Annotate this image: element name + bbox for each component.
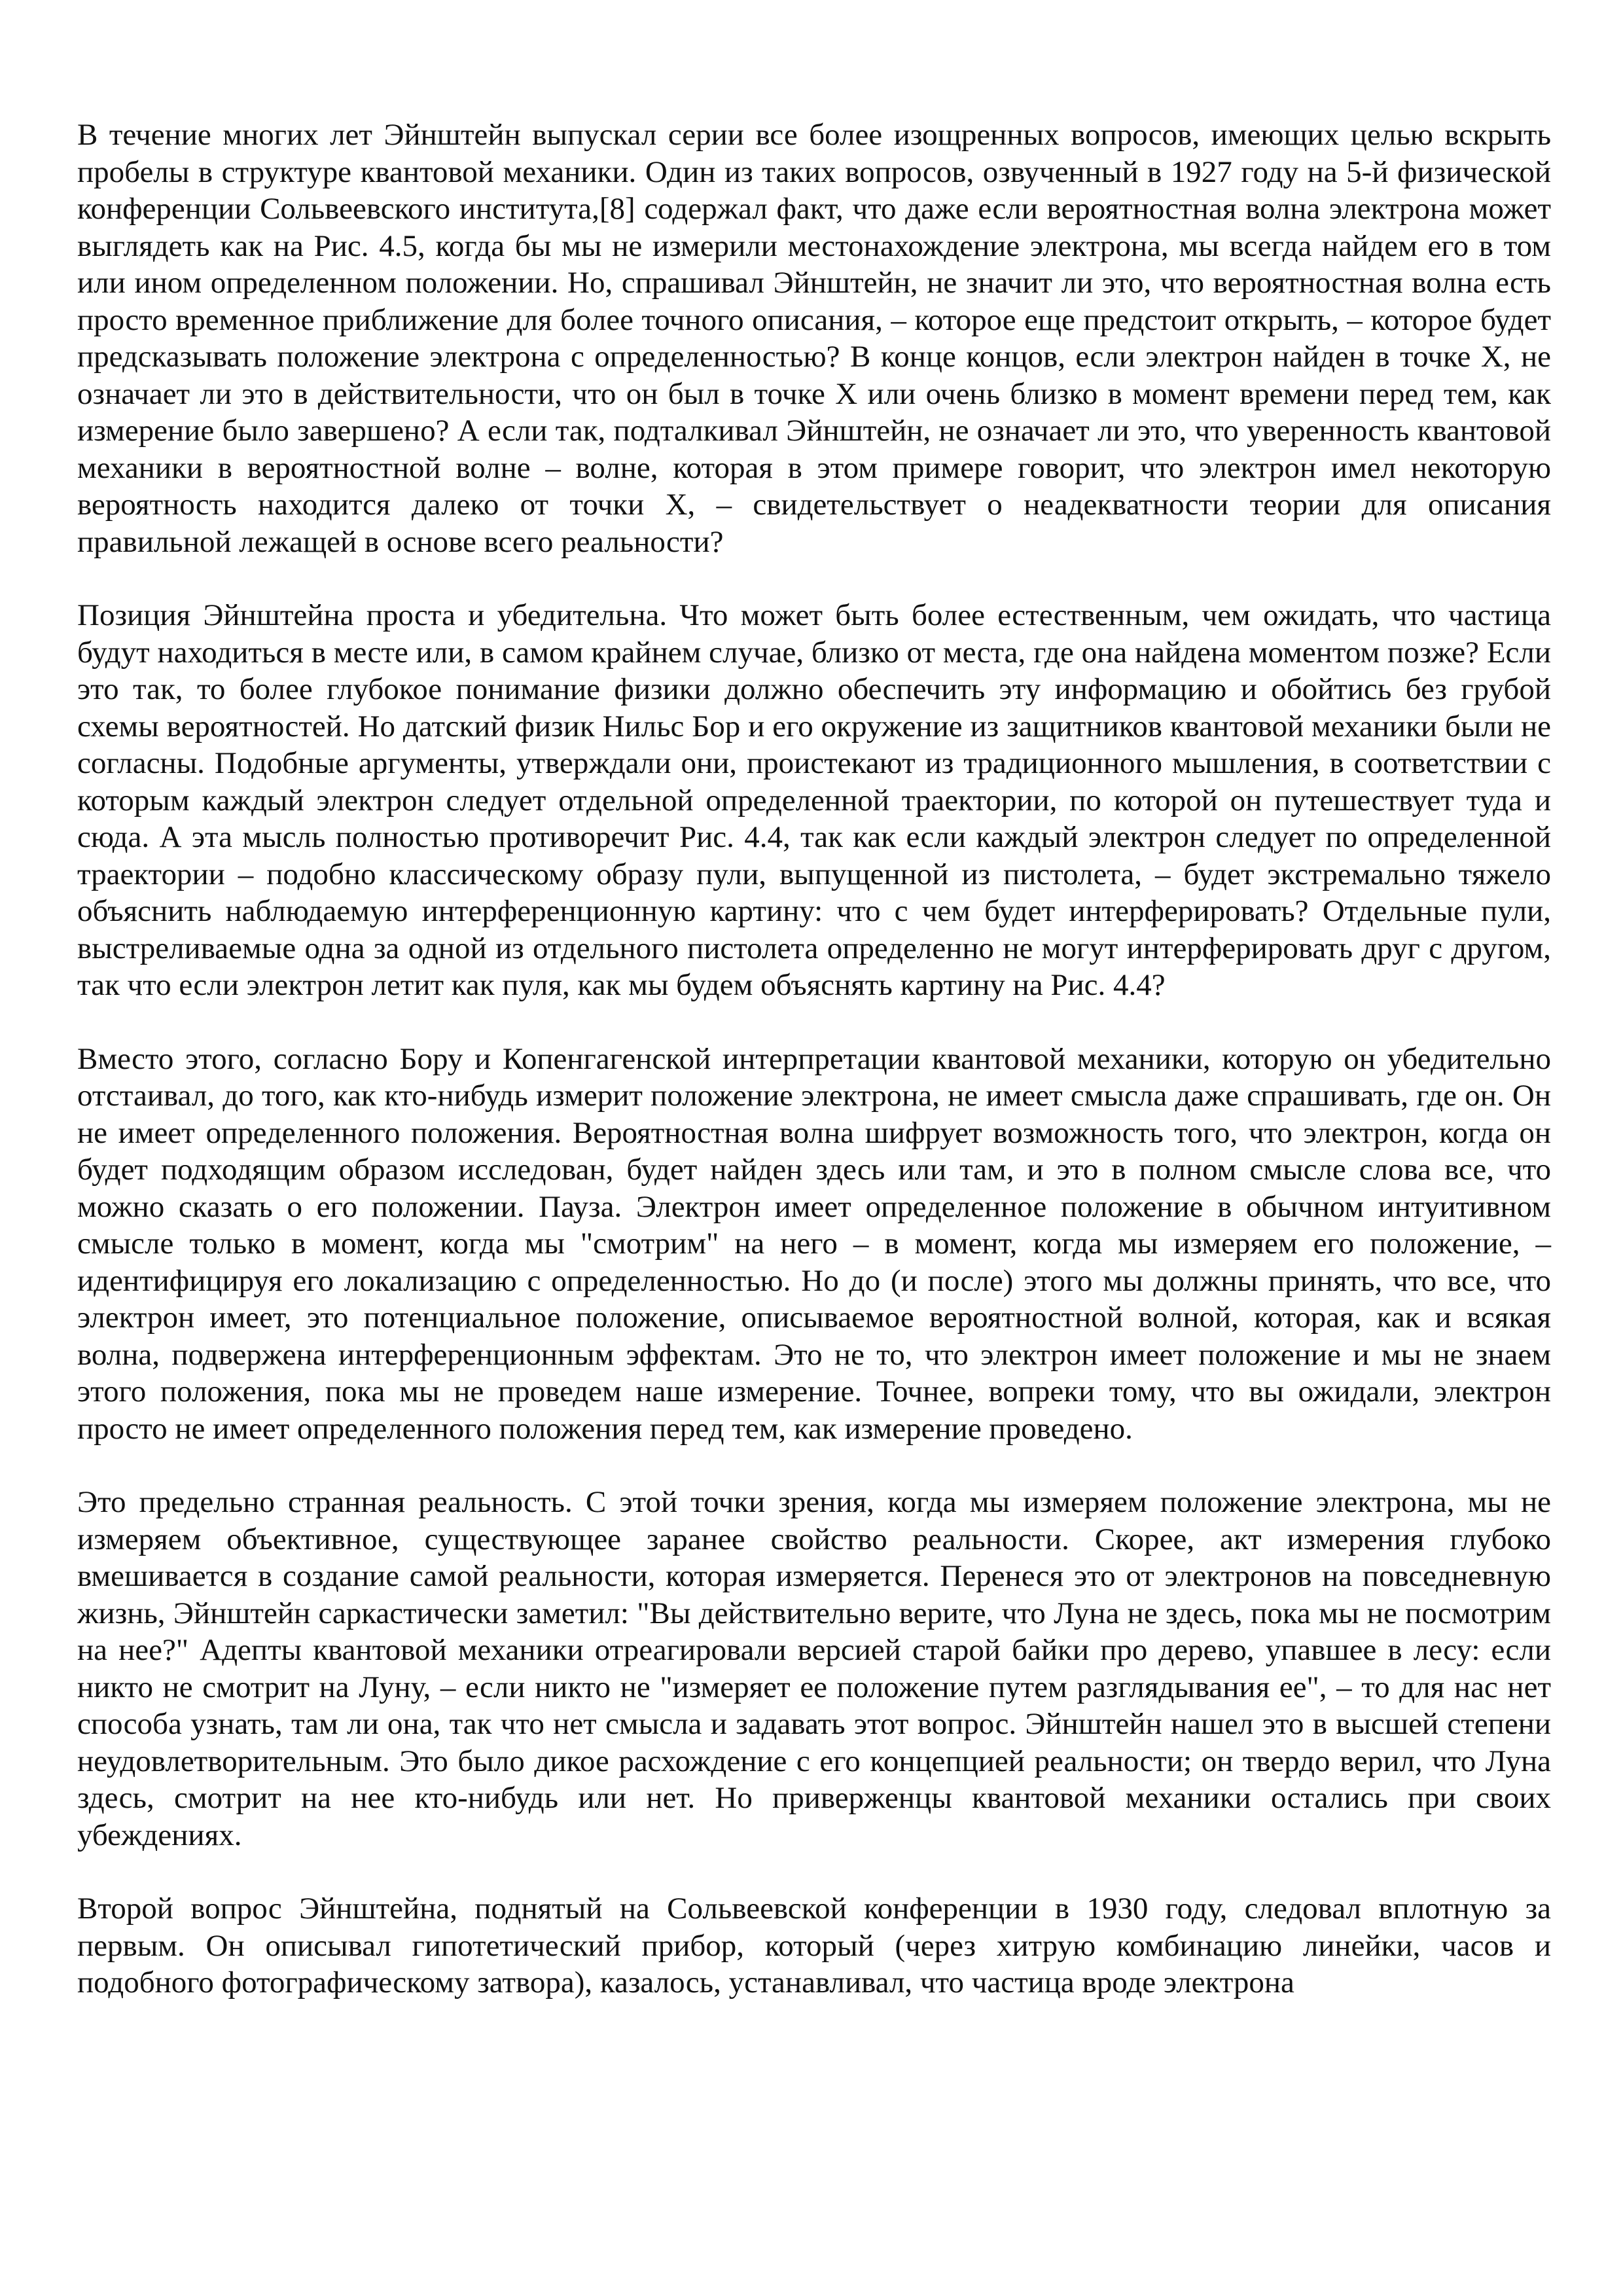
document-page (77, 117, 1551, 2001)
paragraph-strange-reality: Это предельно странная реальность. С этой точки зрения, когда мы измеряем положение электрона, мы не измеряем объективное, существующее заранее свойство реальности. Скорее, акт измерения глубоко вмешивается в создание самой реальности, которая измеряется. Перенеся это от электронов на повседневную жизнь, Эйнштейн саркастически заметил: "Вы действительно верите, что Луна не здесь, пока мы не посмотрим на нее?" Адепты квантовой механики отреагировали версией старой байки про дерево, упавшее в лесу: если никто не смотрит на Луну, – если никто не "измеряет ее положение путем разглядывания ее", – то для нас нет способа узнать, там ли она, так что нет смысла и задавать этот вопрос. Эйнштейн нашел это в высшей степени неудовлетворительным. Это было дикое расхождение с его концепцией реальности; он твердо верил, что Луна здесь, смотрит на нее кто-нибудь или нет. Но приверженцы квантовой механики остались при своих убеждениях. (77, 1485, 1551, 1852)
paragraph-einstein-questions: В течение многих лет Эйнштейн выпускал серии все более изощренных вопросов, имеющих целью вскрыть пробелы в структуре квантовой механики. Один из таких вопросов, озвученный в 1927 году на 5-й физической конференции Сольвеевского института,[8] содержал факт, что даже если вероятностная волна электрона может выглядеть как на Рис. 4.5, когда бы мы не измерили местонахождение электрона, мы всегда найдем его в том или ином определенном положении. Но, спрашивал Эйнштейн, не значит ли это, что вероятностная волна есть просто временное приближение для более точного описания, – которое еще предстоит открыть, – которое будет предсказывать положение электрона с определенностью? В конце концов, если электрон найден в точке X, не означает ли это в действительности, что он был в точке X или очень близко в момент времени перед тем, как измерение было завершено? А если так, подталкивал Эйнштейн, не означает ли это, что уверенность квантовой механики в вероятностной волне – волне, которая в этом примере говорит, что электрон имел некоторую вероятность находится далеко от точки X, – свидетельствует о неадекватности теории для описания правильной лежащей в основе всего реальности? (77, 118, 1551, 559)
paragraph-einstein-position: Позиция Эйнштейна проста и убедительна. Что может быть более естественным, чем ожидать, что частица будут находиться в месте или, в самом крайнем случае, близко от места, где она найдена моментом позже? Если это так, то более глубокое понимание физики должно обеспечить эту информацию и обойтись без грубой схемы вероятностей. Но датский физик Нильс Бор и его окружение из защитников квантовой механики были не согласны. Подобные аргументы, утверждали они, проистекают из традиционного мышления, в соответствии с которым каждый электрон следует отдельной определенной траектории, по которой он путешествует туда и сюда. А эта мысль полностью противоречит Рис. 4.4, так как если каждый электрон следует по определенной траектории – подобно классическому образу пули, выпущенной из пистолета, – будет экстремально тяжело объяснить наблюдаемую интерференционную картину: что с чем будет интерферировать? Отдельные пули, выстреливаемые одна за одной из отдельного пистолета определенно не могут интерферировать друг с другом, так что если электрон летит как пуля, как мы будем объяснять картину на Рис. 4.4? (77, 598, 1551, 1002)
paragraph-copenhagen-interpretation: Вместо этого, согласно Бору и Копенгагенской интерпретации квантовой механики, которую он убедительно отстаивал, до того, как кто-нибудь измерит положение электрона, не имеет смысла даже спрашивать, где он. Он не имеет определенного положения. Вероятностная волна шифрует возможность того, что электрон, когда он будет подходящим образом исследован, будет найден здесь или там, и это в полном смысле слова все, что можно сказать о его положении. Пауза. Электрон имеет определенное положение в обычном интуитивном смысле только в момент, когда мы "смотрим" на него – в момент, когда мы измеряем его положение, – идентифицируя его локализацию с определенностью. Но до (и после) этого мы должны принять, что все, что электрон имеет, это потенциальное положение, описываемое вероятностной волной, которая, как и всякая волна, подвержена интерференционным эффектам. Это не то, что электрон имеет положение и мы не знаем этого положения, пока мы не проведем наше измерение. Точнее, вопреки тому, что вы ожидали, электрон просто не имеет определенного положения перед тем, как измерение проведено. (77, 1041, 1551, 1446)
paragraph-second-question: Второй вопрос Эйнштейна, поднятый на Сольвеевской конференции в 1930 году, следовал вплотную за первым. Он описывал гипотетический прибор, который (через хитрую комбинацию линейки, часов и подобного фотографическому затвора), казалось, устанавливал, что частица вроде электрона (77, 1892, 1551, 2000)
